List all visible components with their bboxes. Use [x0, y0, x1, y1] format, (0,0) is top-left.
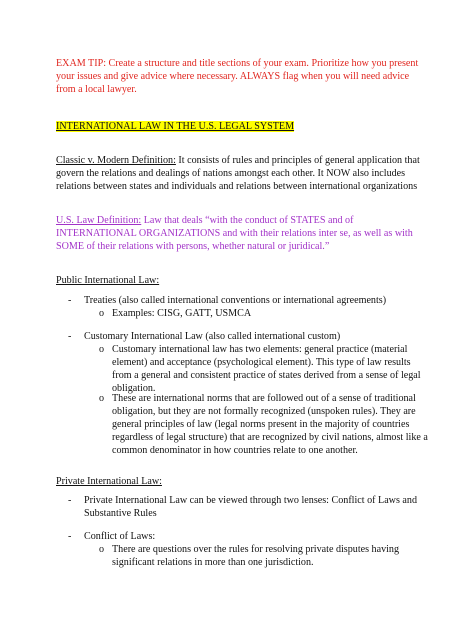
treaties-examples-item: Examples: CISG, GATT, USMCA — [112, 308, 252, 319]
bullet-circle: o — [99, 393, 105, 404]
treaties-item: Treaties (also called international conventions or international agreements) — [84, 295, 387, 306]
bullet-dash: - — [68, 295, 72, 306]
bullet-circle: o — [99, 344, 105, 355]
us-law-label: U.S. Law Definition: — [56, 215, 142, 226]
classic-modern-label: Classic v. Modern Definition: — [56, 155, 176, 166]
private-heading-text: Private International Law: — [56, 476, 162, 487]
section-heading — [56, 120, 428, 133]
us-law-definition — [56, 214, 428, 253]
private-lenses-item: Private International Law can be viewed through two lenses: Conflict of Laws and Substantive Rules — [84, 495, 417, 519]
section-heading-text: INTERNATIONAL LAW IN THE U.S. LEGAL SYSTEM — [56, 121, 295, 132]
bullet-circle: o — [99, 544, 105, 555]
public-heading — [56, 274, 428, 287]
conflict-of-laws-item: Conflict of Laws: — [84, 531, 156, 542]
private-heading — [56, 475, 428, 488]
customary-elements-item: Customary international law has two elements: general practice (material element) and acceptance (psychological element). This type of law results from a general and consistent practice of states derived from a sense of legal obligation. — [112, 344, 421, 394]
customary-norms-item: These are international norms that are followed out of a sense of traditional obligation, but they are not formally recognized (unspoken rules). They are general principles of law (legal norms present in the majority of countries regardless of legal structure) that are recognized by civil nations, almost like a common denominator in how countries relate to one another. — [112, 393, 428, 456]
classic-modern-text: It consists of rules and principles of general application that govern the relations and dealings of nations amongst each other. It NOW also includes relations between states and individuals and relations between international organizations — [56, 155, 420, 192]
bullet-dash: - — [68, 331, 72, 342]
bullet-dash: - — [68, 495, 72, 506]
public-heading-text: Public International Law: — [56, 275, 160, 286]
customary-item: Customary International Law (also called international custom) — [84, 331, 341, 342]
conflict-detail-item: There are questions over the rules for resolving private disputes having significant relations in more than one jurisdiction. — [112, 544, 400, 568]
bullet-circle: o — [99, 308, 105, 319]
classic-modern-definition — [56, 154, 428, 193]
bullet-dash: - — [68, 531, 72, 542]
exam-tip: EXAM TIP: Create a structure and title sections of your exam. Prioritize how you present your issues and give advice where necessary. ALWAYS flag when you will need advice from a local lawyer. — [56, 58, 419, 95]
us-law-text: Law that deals “with the conduct of STATES and of INTERNATIONAL ORGANIZATIONS and with their relations inter se, as well as with SOME of their relations with persons, whether natural or juridical.” — [56, 215, 413, 252]
